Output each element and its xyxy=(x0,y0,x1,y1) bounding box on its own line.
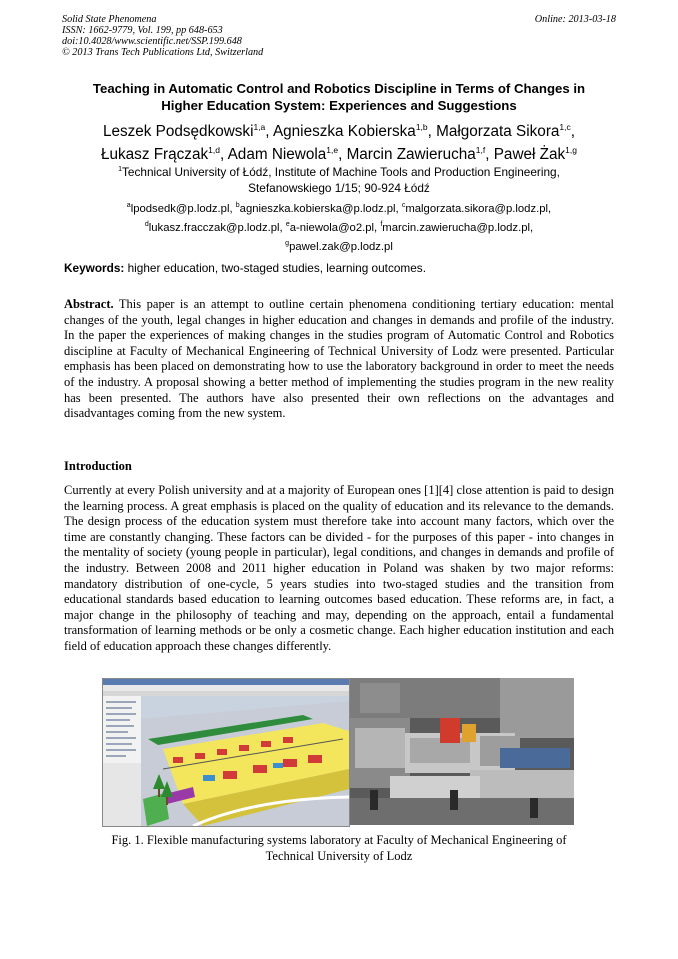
title-line-1: Teaching in Automatic Control and Robotics Discipline in Terms of Changes in xyxy=(92,81,586,96)
author-separator: , xyxy=(219,146,228,164)
email-sup: a xyxy=(126,202,131,209)
email[interactable]: pawel.zak@p.lodz.pl xyxy=(289,240,393,253)
journal-name: Solid State Phenomena xyxy=(62,14,157,25)
author-name: Agnieszka Kobierska xyxy=(272,123,416,141)
email-line-2 xyxy=(60,217,618,236)
doi: doi:10.4028/www.scientific.net/SSP.199.648 xyxy=(62,36,242,47)
email-sup: e xyxy=(285,220,290,228)
author-sup: 1,c xyxy=(559,122,571,132)
laboratory-illustration xyxy=(350,678,574,825)
author-name: Małgorzata Sikora xyxy=(436,123,560,141)
title-line-2: Higher Education System: Experiences and Suggestions xyxy=(161,98,517,113)
abstract-text: This paper is an attempt to outline certain phenomena conditioning tertiary education: mental changes of the youth, legal changes in higher education and changes in demands and profile of the industry. In the paper the experiences of making changes in the studies program of Automatic Control and Robotics discipline at Faculty of Mechanical Engineering of Technical University of Lodz were presented. Particular emphasis has been placed on demonstrating how to use the laboratory background in order to meet the needs of the industry. A proposal showing a better method of implementing the studies program in the new reality has been presented. The authors have also presented their own reflections on the advantages and disadvantages coming from the new system. xyxy=(64,297,614,421)
author-name: Adam Niewola xyxy=(227,146,327,164)
author-separator: , xyxy=(338,146,347,164)
figure-simulation-screenshot xyxy=(102,678,350,827)
email-sup: b xyxy=(235,202,240,209)
email-sup: c xyxy=(401,202,406,209)
simulation-illustration xyxy=(103,679,349,826)
email-sup: d xyxy=(144,220,149,228)
email[interactable]: marcin.zawierucha@p.lodz.pl, xyxy=(382,221,534,234)
email[interactable]: a-niewola@o2.pl, xyxy=(289,221,381,234)
online-date: Online: 2013-03-18 xyxy=(534,14,616,25)
author-sup: 1,b xyxy=(415,122,428,132)
affiliation-sup: 1 xyxy=(118,166,123,173)
affiliation-line-1: Technical University of Łódź, Institute of Machine Tools and Production Engineering, xyxy=(122,164,560,179)
section-heading-introduction: Introduction xyxy=(64,459,132,473)
keywords-label: Keywords: xyxy=(64,261,125,275)
author-name: Paweł Żak xyxy=(493,146,566,164)
email-sup: f xyxy=(380,220,383,228)
keywords-text: higher education, two-staged studies, learning outcomes. xyxy=(124,261,426,275)
author-line-2 xyxy=(40,141,638,164)
keywords xyxy=(64,261,426,275)
paper-title xyxy=(60,80,618,114)
email[interactable]: lukasz.fracczak@p.lodz.pl, xyxy=(148,221,286,234)
author-sup: 1,e xyxy=(326,145,339,156)
affiliation xyxy=(60,162,618,196)
abstract-label: Abstract. xyxy=(64,297,114,311)
email[interactable]: agnieszka.kobierska@p.lodz.pl, xyxy=(239,202,402,215)
issn: ISSN: 1662-9779, Vol. 199, pp 648-653 xyxy=(62,25,223,36)
journal-header xyxy=(62,14,616,58)
email[interactable]: malgorzata.sikora@p.lodz.pl, xyxy=(405,202,552,215)
author-list xyxy=(40,118,638,164)
author-name: Marcin Zawierucha xyxy=(346,146,476,164)
abstract xyxy=(64,297,614,422)
figure-laboratory-photo xyxy=(350,678,574,825)
email-line-3 xyxy=(60,236,618,255)
author-sup: 1,f xyxy=(475,145,486,156)
author-sup: 1,g xyxy=(565,145,577,156)
author-sup: 1,d xyxy=(208,145,220,156)
email-list xyxy=(60,198,618,254)
email[interactable]: lpodsedk@p.lodz.pl, xyxy=(130,202,236,215)
figure-caption xyxy=(60,833,618,864)
author-name: Leszek Podsędkowski xyxy=(102,123,254,141)
author-separator: , xyxy=(570,123,576,141)
email-line-1 xyxy=(60,198,618,217)
email-sup: g xyxy=(285,239,290,247)
author-line-1 xyxy=(40,118,638,141)
caption-line-2: Technical University of Lodz xyxy=(265,848,413,863)
caption-line-1: Fig. 1. Flexible manufacturing systems laboratory at Faculty of Mechanical Engineering of xyxy=(111,833,567,847)
introduction-text: Currently at every Polish university and at a majority of European ones [1][4] close attention is paid to design the learning process. A great emphasis is placed on the quality of education and its relevance to the demands. The design process of the education system must therefore take into account many factors, which over the time are constantly changing. These factors can be divided - for the purposes of this paper - into changes in the mentality of society (young people in particular), legal conditions, and changes in demands and profile of the industry. Between 2008 and 2011 higher education in Poland was shaken by two major reforms: mandatory distribution of one-cycle, 5 years studies into two-staged studies and the transition from educational standards based education to learning outcomes based education. These reforms are, in fact, a major change in the philosophy of teaching and may, depending on the approach, entail a fundamental transformation of learning methods or be only a cosmetic change. Each higher education institution and each field of education approach these changes differently. xyxy=(64,483,614,653)
author-separator: , xyxy=(265,123,273,141)
copyright: © 2013 Trans Tech Publications Ltd, Switzerland xyxy=(62,47,264,58)
author-sup: 1,a xyxy=(253,122,266,132)
author-separator: , xyxy=(427,123,437,141)
affiliation-line-2: Stefanowskiego 1/15; 90-924 Łódź xyxy=(248,180,430,195)
author-name: Łukasz Frączak xyxy=(101,146,209,164)
author-separator: , xyxy=(485,146,494,164)
